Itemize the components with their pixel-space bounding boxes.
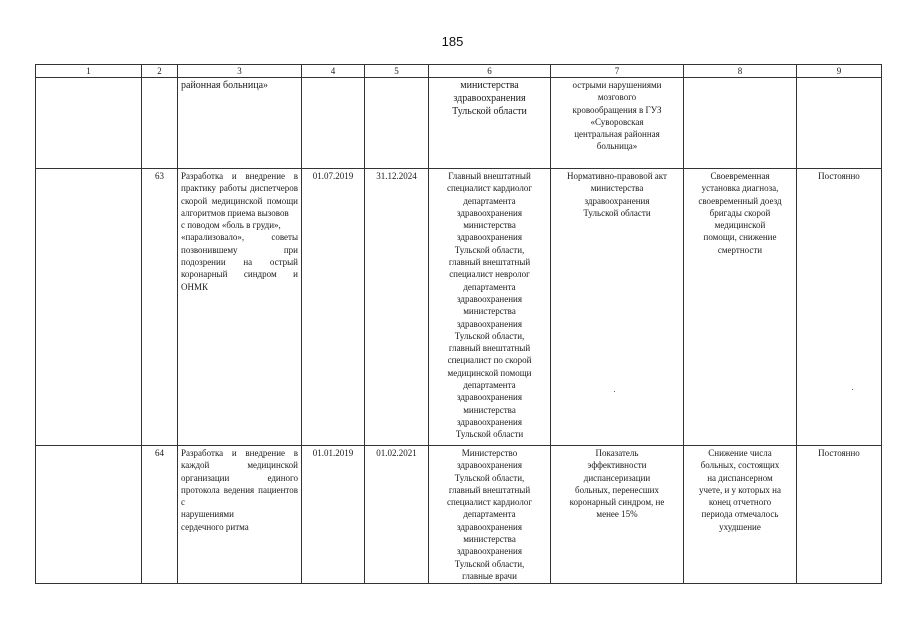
- cell-row-number: 63: [142, 169, 178, 446]
- page-number: 185: [441, 34, 464, 49]
- cell-responsible: Министерство здравоохранения Тульской области, главный внештатный специалист кардиолог департамента здравоохранения министерства здравоохранения Тульской области, главные врачи: [429, 446, 551, 584]
- cell-start-date: 01.07.2019: [302, 169, 365, 446]
- column-header: 8: [684, 65, 797, 78]
- cell-col1-empty: [36, 169, 142, 446]
- column-header: 3: [178, 65, 302, 78]
- cell-periodicity: Постоянно: [797, 169, 882, 446]
- column-header: 2: [142, 65, 178, 78]
- cell-event-continued: районная больница»: [178, 78, 302, 169]
- cell-effect: Своевременная установка диагноза, своевременный доезд бригады скорой медицинской помощи, снижение смертности: [684, 169, 797, 446]
- measures-table: [35, 64, 882, 584]
- cell-result: Нормативно-правовой акт министерства здравоохранения Тульской области: [551, 169, 684, 446]
- cell-end-date: 31.12.2024: [365, 169, 429, 446]
- cell-result: Показатель эффективности диспансеризации больных, перенесших коронарный синдром, не менее 15%: [551, 446, 684, 584]
- scan-speck: [614, 391, 615, 392]
- column-header: 6: [429, 65, 551, 78]
- table-row-continued: [36, 78, 882, 169]
- table-row: [36, 446, 882, 584]
- cell-result-continued: острыми нарушениями мозгового кровообращения в ГУЗ «Суворовская центральная районная больница»: [551, 78, 684, 169]
- column-header: 5: [365, 65, 429, 78]
- cell-col1-empty: [36, 446, 142, 584]
- cell-end-date: [365, 78, 429, 169]
- cell-event: Разработка и внедрение в практику работы диспетчеров скорой медицинской помощи алгоритмов приема вызовов с поводом «боль в груди», «парализовало», советы позвонившему при подозрении на острый коронарный синдром и ОНМК: [178, 169, 302, 446]
- cell-col2: [142, 78, 178, 169]
- cell-end-date: 01.02.2021: [365, 446, 429, 584]
- column-header: 7: [551, 65, 684, 78]
- cell-col1: [36, 78, 142, 169]
- cell-effect: [684, 78, 797, 169]
- cell-periodicity: [797, 78, 882, 169]
- cell-periodicity: Постоянно: [797, 446, 882, 584]
- cell-responsible: Главный внештатный специалист кардиолог департамента здравоохранения министерства здравоохранения Тульской области, главный внештатный специалист невролог департамента здравоохранения министерства здравоохранения Тульской области, главный внештатный специалист по скорой медицинской помощи департамента здравоохранения министерства здравоохранения Тульской области: [429, 169, 551, 446]
- cell-effect: Снижение числа больных, состоящих на диспансерном учете, и у которых на конец отчетного периода отмечалось ухудшение: [684, 446, 797, 584]
- column-header: 1: [36, 65, 142, 78]
- cell-responsible-continued: министерства здравоохранения Тульской области: [429, 78, 551, 169]
- column-header: 4: [302, 65, 365, 78]
- cell-start-date: 01.01.2019: [302, 446, 365, 584]
- column-number-header-row: [36, 65, 882, 78]
- cell-start-date: [302, 78, 365, 169]
- cell-row-number: 64: [142, 446, 178, 584]
- cell-event: Разработка и внедрение в каждой медицинской организации единого протокола ведения пациентов с нарушениями сердечного ритма: [178, 446, 302, 584]
- column-header: 9: [797, 65, 882, 78]
- table-row: [36, 169, 882, 446]
- scan-speck: [852, 389, 853, 390]
